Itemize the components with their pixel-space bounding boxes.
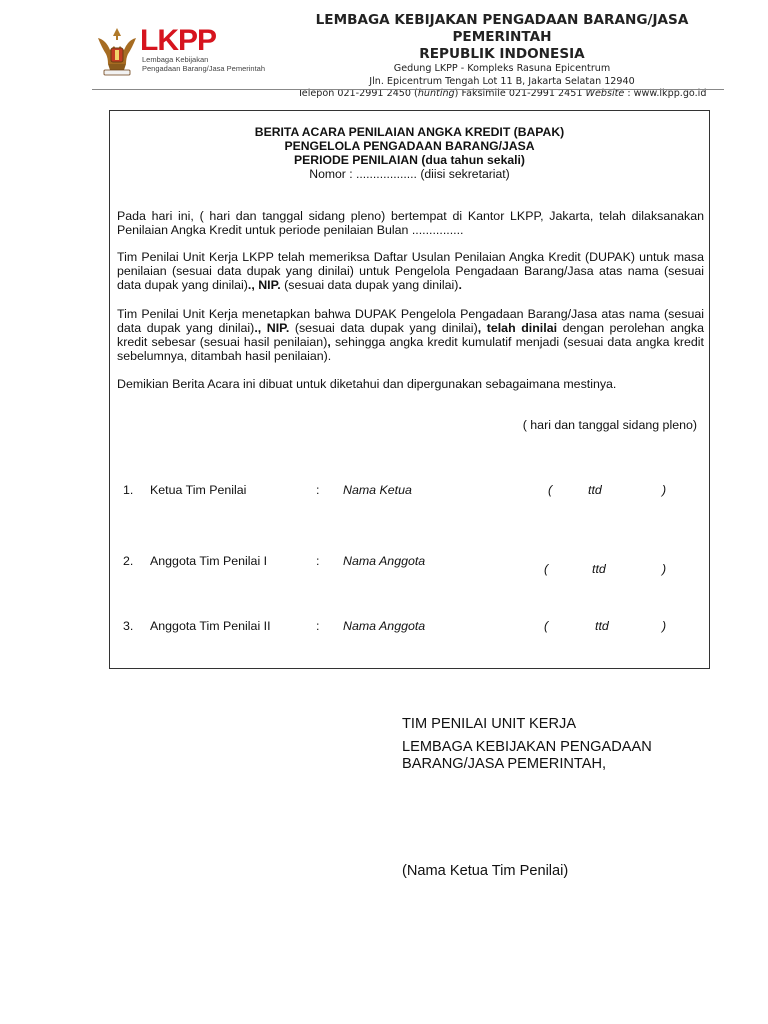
letterhead-divider [92, 89, 724, 90]
document-title-3: PERIODE PENILAIAN (dua tahun sekali) [294, 153, 525, 167]
address-line-2: Jln. Epicentrum Tengah Lot 11 B, Jakarta Selatan 12940 [369, 75, 635, 87]
signatory-number: 1. [123, 483, 134, 497]
signatory-row-3 [110, 619, 709, 635]
document-title-1: BERITA ACARA PENILAIAN ANGKA KREDIT (BAPAK) [254, 125, 565, 139]
organization-header [272, 12, 732, 101]
lkpp-logo: LKPP [140, 24, 217, 57]
org-name-line-1: LEMBAGA KEBIJAKAN PENGADAAN BARANG/JASA PEMERINTAH [315, 12, 689, 45]
signatory-role: Anggota Tim Penilai I [150, 554, 268, 568]
contact-line: Telepon 021-2991 2450 (hunting) Faksimile 021-2991 2451 Website : www.lkpp.go.id [297, 88, 707, 99]
date-placeholder: ( hari dan tanggal sidang pleno) [522, 418, 697, 432]
signatory-row-2 [110, 554, 709, 576]
signatory-name: Nama Anggota [343, 619, 426, 633]
signature-close-paren: ) [662, 619, 667, 633]
paragraph-1: Pada hari ini, ( hari dan tanggal sidang pleno) bertempat di Kantor LKPP, Jakarta, telah dilaksanakan Penilaian Angka Kredit untuk periode penilaian Bulan ............... [117, 209, 704, 237]
signatory-role: Anggota Tim Penilai II [150, 619, 271, 633]
org-name-line-2: REPUBLIK INDONESIA [419, 46, 585, 62]
signature-ttd: ttd [592, 562, 606, 576]
signature-close-paren: ) [662, 562, 667, 576]
signatory-colon: : [316, 554, 320, 568]
signature-open-paren: ( [548, 483, 553, 497]
logo-subtitle-2: Pengadaan Barang/Jasa Pemerintah [142, 64, 266, 73]
signatory-name: Nama Ketua [343, 483, 412, 497]
document-number: Nomor : .................. (diisi sekretariat) [309, 167, 510, 181]
footer-signer-name: (Nama Ketua Tim Penilai) [402, 863, 569, 879]
signatory-number: 3. [123, 619, 134, 633]
signature-ttd: ttd [588, 483, 602, 497]
signatory-row-1 [110, 483, 709, 499]
signature-close-paren: ) [662, 483, 667, 497]
letterhead [92, 8, 724, 99]
signatory-name: Nama Anggota [343, 554, 426, 568]
document-box [109, 110, 710, 669]
signatory-role: Ketua Tim Penilai [150, 483, 247, 497]
garuda-emblem-icon [96, 24, 138, 80]
paragraph-4: Demikian Berita Acara ini dibuat untuk diketahui dan dipergunakan sebagaimana mestinya. [117, 377, 617, 391]
signature-open-paren: ( [544, 619, 549, 633]
address-line-1: Gedung LKPP - Kompleks Rasuna Epicentrum [393, 63, 611, 74]
logo-subtitle-1: Lembaga Kebijakan [142, 55, 209, 64]
signatory-number: 2. [123, 554, 134, 568]
document-title-2: PENGELOLA PENGADAAN BARANG/JASA [284, 139, 535, 153]
signature-open-paren: ( [544, 562, 549, 576]
signature-ttd: ttd [595, 619, 609, 633]
footer-team-label: TIM PENILAI UNIT KERJA [402, 716, 577, 732]
paragraph-2: Tim Penilai Unit Kerja LKPP telah memeriksa Daftar Usulan Penilaian Angka Kredit (DUPAK) untuk masa penilaian (sesuai data dupak yang dinilai) untuk Pengelola Pengadaan Barang/Jasa atas nama (sesuai data dupak yang dinilai)., NIP. (sesuai data dupak yang dinilai). [117, 250, 704, 292]
footer-org-line-1: LEMBAGA KEBIJAKAN PENGADAAN [402, 739, 652, 755]
paragraph-3: Tim Penilai Unit Kerja menetapkan bahwa DUPAK Pengelola Pengadaan Barang/Jasa atas nama (sesuai data dupak yang dinilai)., NIP. (sesuai data dupak yang dinilai), telah dinilai dengan perolehan angka kredit sebesar (sesuai hasil penilaian), sehingga angka kredit kumulatif menjadi (sesuai data angka kredit sebelumnya, ditambah hasil penilaian). [117, 307, 705, 363]
signatory-colon: : [316, 619, 320, 633]
footer-org-line-2: BARANG/JASA PEMERINTAH, [402, 756, 607, 772]
signatory-colon: : [316, 483, 320, 497]
